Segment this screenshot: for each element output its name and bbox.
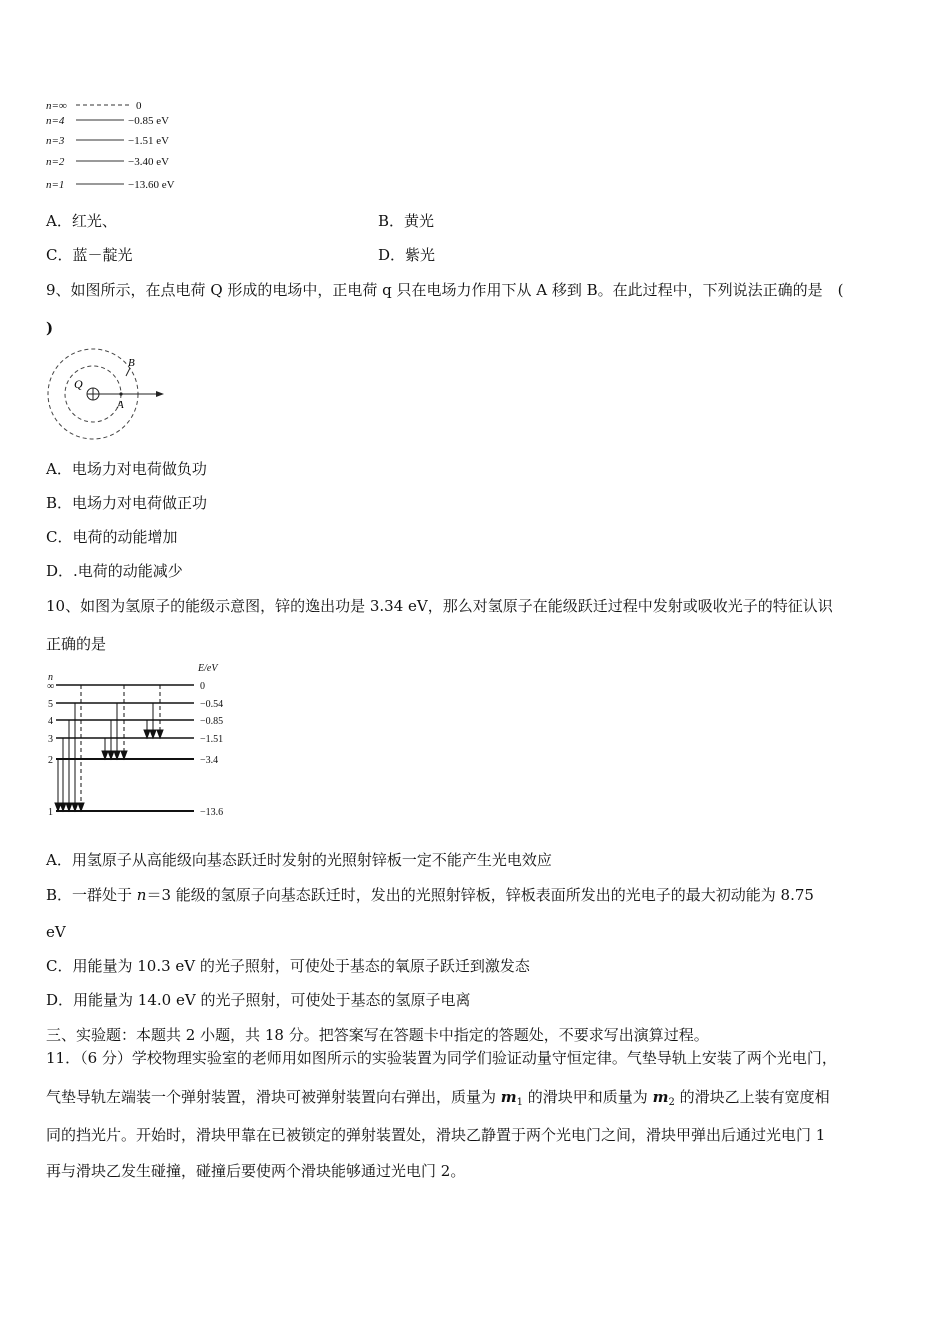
q9-option-a: A．电场力对电荷做负功 (46, 460, 207, 478)
fig1-e-label: −3.40 eV (128, 156, 170, 168)
level-e: −0.85 (200, 716, 224, 727)
n-axis-label: n (48, 672, 53, 683)
q8-option-b: B．黄光 (378, 212, 435, 230)
q10-option-b-cont: eV (46, 923, 66, 941)
fig1-e-label: −13.60 eV (128, 179, 175, 191)
fig1-n-label: n=1 (46, 179, 65, 191)
level-n: 3 (48, 734, 53, 745)
q9-stem: 9、如图所示，在点电荷 Q 形成的电场中，正电荷 q 只在电场力作用下从 A 移到 B。在此过程中，下列说法正确的是 ( (46, 281, 844, 299)
point-charge-figure (44, 346, 174, 442)
q8-option-c: C．蓝－靛光 (46, 246, 133, 264)
q9-option-c: C．电荷的动能增加 (46, 528, 178, 546)
q10-option-b: B．一群处于 n＝3 能级的氢原子向基态跃迁时，发出的光照射锌板，锌板表面所发出的光电子的最大初动能为 8.75 (46, 886, 814, 904)
q9-option-d: D．.电荷的动能减少 (46, 562, 183, 580)
fig1-e-label: −1.51 eV (128, 135, 170, 147)
fig1-n-label: n=4 (46, 115, 65, 127)
q8-option-a: A．红光、 (46, 212, 117, 230)
q8-option-d: D．紫光 (378, 246, 436, 264)
point-a (119, 392, 122, 395)
level-n: 4 (48, 716, 53, 727)
level-e: −0.54 (200, 699, 224, 710)
level-e: −3.4 (200, 755, 219, 766)
q9-stem-cont: ) (46, 319, 54, 337)
level-n: 5 (48, 699, 53, 710)
fig1-e-label: 0 (136, 100, 142, 112)
label-q: Q (74, 377, 83, 391)
fig1-n-label: n=∞ (46, 100, 67, 112)
q11-line-1: 11．（6 分）学校物理实验室的老师用如图所示的实验装置为同学们验证动量守恒定律。气垫导轨上安装了两个光电门， (46, 1049, 837, 1067)
label-a: A (117, 399, 124, 411)
q10-option-d: D．用能量为 14.0 eV 的光子照射，可使处于基态的氢原子电离 (46, 991, 471, 1009)
axis-label: E/eV (198, 663, 218, 674)
hydrogen-level-figure (44, 660, 239, 822)
q10-stem-cont: 正确的是 (46, 635, 107, 653)
q10-stem: 10、如图为氢原子的能级示意图，锌的逸出功是 3.34 eV，那么对氢原子在能级跃迁过程中发射或吸收光子的特征认识 (46, 597, 833, 615)
level-n: 1 (48, 807, 53, 818)
q11-line-3: 同的挡光片。开始时，滑块甲靠在已被锁定的弹射装置处，滑块乙静置于两个光电门之间，滑块甲弹出后通过光电门 1 (46, 1126, 826, 1144)
q10-option-c: C．用能量为 10.3 eV 的光子照射，可使处于基态的氧原子跃迁到激发态 (46, 957, 530, 975)
q10-option-a: A．用氢原子从高能级向基态跃迁时发射的光照射锌板一定不能产生光电效应 (46, 851, 552, 869)
level-n: 2 (48, 755, 53, 766)
q9-option-b: B．电场力对电荷做正功 (46, 494, 208, 512)
level-n: ∞ (47, 681, 55, 692)
q11-line-4: 再与滑块乙发生碰撞，碰撞后要使两个滑块能够通过光电门 2。 (46, 1162, 466, 1180)
level-e: −1.51 (200, 734, 224, 745)
label-b: B (128, 357, 135, 369)
level-e: 0 (200, 681, 205, 692)
fig1-e-label: −0.85 eV (128, 115, 170, 127)
fig1-n-label: n=2 (46, 156, 65, 168)
energy-level-figure-1 (44, 96, 204, 196)
fig1-n-label: n=3 (46, 135, 65, 147)
q10-option-b-n: n (136, 886, 147, 904)
level-e: −13.6 (200, 807, 224, 818)
section-3-heading: 三、实验题：本题共 2 小题，共 18 分。把答案写在答题卡中指定的答题处，不要求写出演算过程。 (46, 1026, 709, 1044)
q11-line-2: 气垫导轨左端装一个弹射装置，滑块可被弹射装置向右弹出，质量为 $m_1$ 的滑块甲和质量为 $m_2$ 的滑块乙上装有宽度相 (46, 1088, 830, 1108)
